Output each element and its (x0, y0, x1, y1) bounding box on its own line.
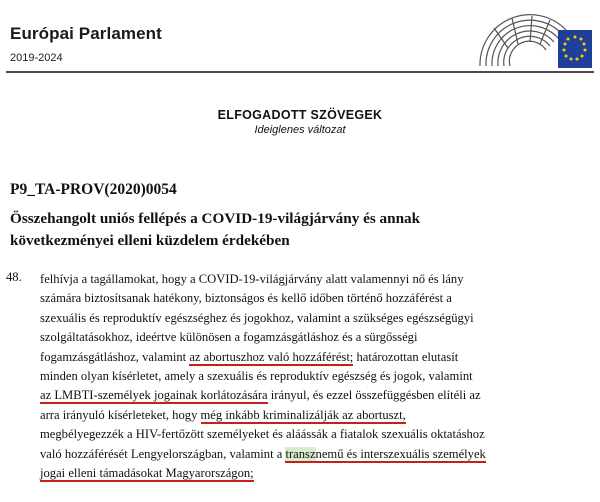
paragraph-line (40, 464, 596, 483)
underlined-text: még inkább kriminalizálják az abortuszt, (200, 407, 406, 422)
document-reference: P9_TA-PROV(2020)0054 (10, 181, 177, 198)
paragraph-number: 48. (6, 270, 22, 284)
paragraph-line: szolgáltatásokhoz, ideértve különösen a fogamzásgátláshoz és a sürgősségi (40, 330, 418, 345)
paragraph-line (40, 386, 596, 405)
text-segment: való hozzáférését Lengyelországban, valamint a (40, 446, 286, 461)
paragraph-line: felhívja a tagállamokat, hogy a COVID-19-világjárvány alatt valamennyi nő és lány (40, 272, 464, 286)
header-divider (6, 71, 594, 73)
paragraph-line: minden olyan kísérletet, amely a szexuális és reproduktív egészség és jogok, valamint (40, 369, 473, 384)
paragraph-line: szexuális és reproduktív egészséghez és jogokhoz, valamint a szükséges egészségügyi (40, 310, 474, 325)
paragraph-line (40, 406, 596, 425)
european-parliament-logo-icon (474, 8, 594, 70)
underlined-text: az abortuszhoz való hozzáférést; (189, 349, 354, 364)
paragraph-line (40, 348, 596, 367)
highlighted-text: transz (285, 446, 316, 461)
paragraph-line (40, 445, 596, 464)
title-line: következményei elleni küzdelem érdekében (10, 232, 290, 249)
text-segment: arra irányuló kísérleteket, hogy (40, 407, 201, 422)
text-segment: fogamzásgátláshoz, valamint (40, 349, 190, 364)
institution-name: Európai Parlament (10, 24, 162, 43)
underlined-text: jogai elleni támadásokat Magyarországon; (40, 466, 254, 481)
text-segment: határozottan elutasít (353, 349, 459, 364)
underlined-text: az LMBTI-személyek jogainak korlátozására (40, 388, 268, 403)
title-line: Összehangolt uniós fellépés a COVID-19-világjárvány és annak (10, 210, 421, 227)
text-segment: irányul, és ezzel összefüggésben elítéli az (267, 388, 481, 403)
underlined-text: nemű és interszexuális személyek (315, 446, 486, 461)
paragraph-text (40, 270, 596, 483)
document-subheading: Ideiglenes változat (254, 124, 346, 136)
document-heading: ELFOGADOTT SZÖVEGEK (217, 108, 383, 122)
paragraph-line: számára biztosítsanak hatékony, biztonságos és kellő időben történő hozzáférést a (40, 291, 452, 306)
paragraph-line: megbélyegezzék a HIV-fertőzött személyeket és aláássák a fiatalok szexuális oktatáshoz (40, 427, 485, 442)
document-title (10, 208, 595, 252)
parliamentary-term: 2019-2024 (10, 52, 63, 64)
